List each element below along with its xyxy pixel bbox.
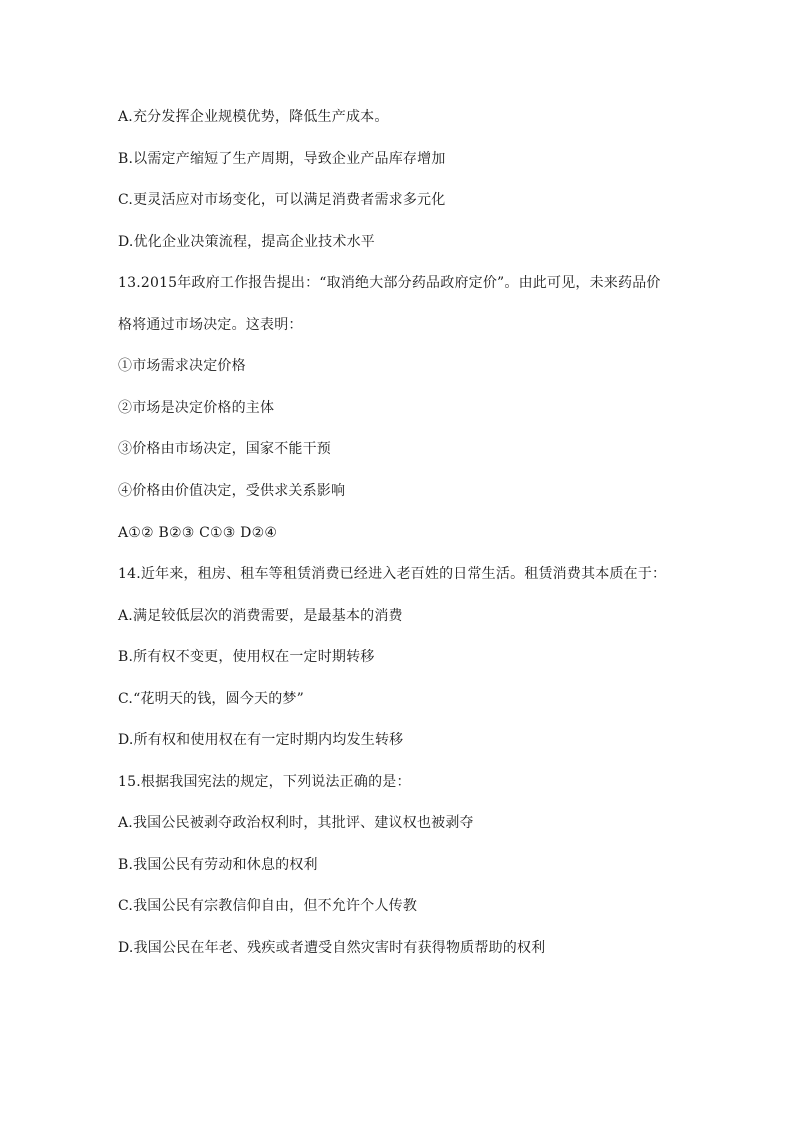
option-b-q15: B.我国公民有劳动和休息的权利	[118, 857, 318, 873]
question-15: 15.根据我国宪法的规定，下列说法正确的是：	[118, 774, 411, 790]
question-14: 14.近年来，租房、租车等租赁消费已经进入老百姓的日常生活。租赁消费其本质在于：	[118, 566, 667, 582]
statement-2-q13: ②市场是决定价格的主体	[118, 400, 275, 416]
option-b-q12: B.以需定产缩短了生产周期，导致企业产品库存增加	[118, 151, 446, 167]
option-c-q14: C.“花明天的钱，圆今天的梦”	[118, 691, 304, 707]
option-c-q15: C.我国公民有宗教信仰自由，但不允许个人传教	[118, 898, 418, 914]
option-a-q14: A.满足较低层次的消费需要，是最基本的消费	[118, 608, 403, 624]
option-a-q12: A.充分发挥企业规模优势，降低生产成本。	[118, 109, 389, 125]
question-13-line-2: 格将通过市场决定。这表明：	[118, 317, 303, 333]
option-d-q14: D.所有权和使用权在有一定时期内均发生转移	[118, 732, 404, 748]
option-d-q15: D.我国公民在年老、残疾或者遭受自然灾害时有获得物质帮助的权利	[118, 940, 546, 956]
statement-4-q13: ④价格由价值决定，受供求关系影响	[118, 483, 346, 499]
option-c-q12: C.更灵活应对市场变化，可以满足消费者需求多元化	[118, 192, 446, 208]
question-13-line-1: 13.2015年政府工作报告提出：“取消绝大部分药品政府定价”。由此可见，未来药品价	[118, 275, 661, 291]
statement-3-q13: ③价格由市场决定，国家不能干预	[118, 441, 331, 457]
option-d-q12: D.优化企业决策流程，提高企业技术水平	[118, 234, 375, 250]
statement-1-q13: ①市场需求决定价格	[118, 358, 246, 374]
option-a-q15: A.我国公民被剥夺政治权利时，其批评、建议权也被剥夺	[118, 815, 474, 831]
choices-q13: A①② B②③ C①③ D②④	[118, 525, 278, 541]
option-b-q14: B.所有权不变更，使用权在一定时期转移	[118, 649, 375, 665]
